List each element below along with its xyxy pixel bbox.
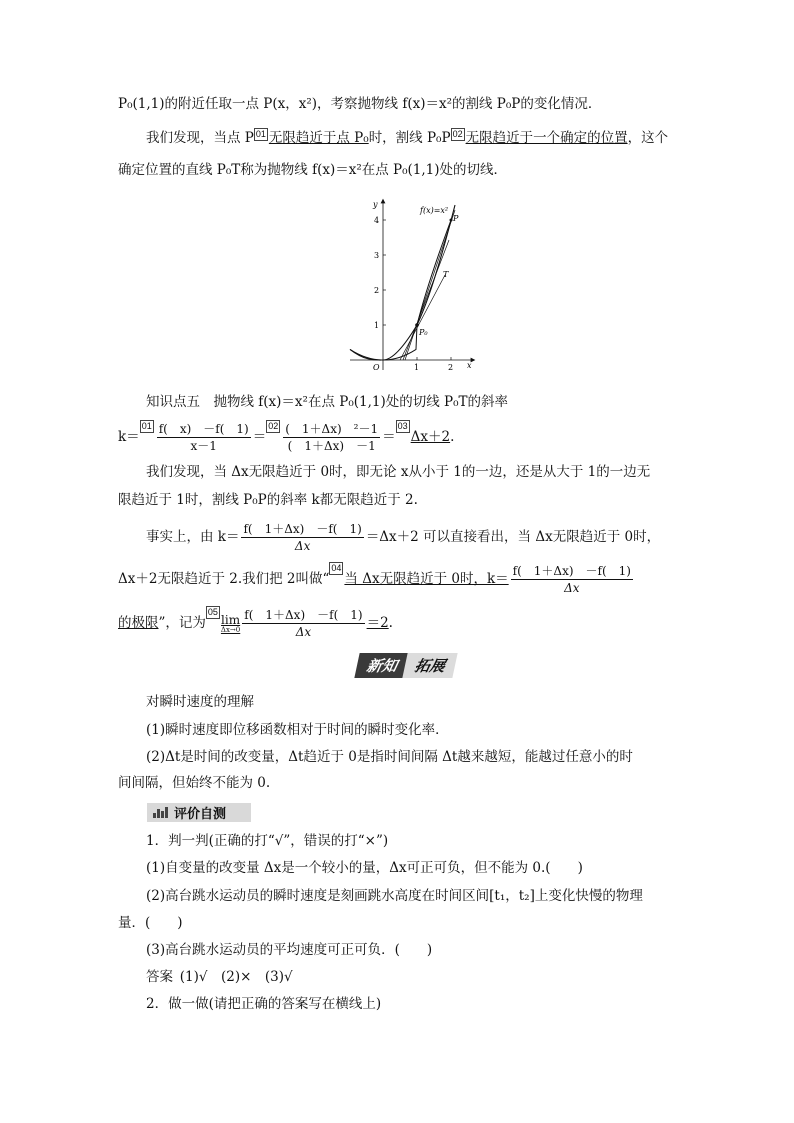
- blank-box-04: 04: [331, 563, 342, 573]
- quiz-answer: [146, 967, 293, 987]
- lim-fraction-den: Δx: [295, 625, 312, 639]
- k-fraction-2: [283, 421, 380, 454]
- y-tick-1: 1: [374, 321, 380, 330]
- k-eq-2: ＝: [382, 429, 396, 445]
- quiz-q1b-cont: 量．( ): [118, 915, 183, 931]
- limit-fraction-num: f( 1＋Δx) －f( 1): [512, 564, 631, 578]
- secant-line-1: [405, 210, 455, 360]
- lim-symbol: [221, 614, 240, 634]
- intro-line-1: P₀(1,1)的附近任取一点 P(x，x²)，考察抛物线 f(x)＝x²的割线 P₀P的变化情况．: [118, 96, 602, 112]
- expand-point-2: (2)Δt是时间的改变量，Δt趋近于 0是指时间间隔 Δt越来越短，能越过任意小的时: [146, 749, 633, 765]
- blank-box-05: 05: [207, 607, 218, 617]
- quiz-q2: 2．做一做(请把正确的答案写在横线上): [146, 996, 382, 1012]
- lim-fraction: [242, 607, 364, 640]
- intro-line-2-mid: 时，割线 P₀P: [368, 130, 451, 146]
- k-fraction-1-den: x－1: [190, 439, 217, 453]
- k-prefix: k＝: [118, 429, 140, 445]
- blank-box-03b: 02: [268, 421, 279, 431]
- k-eq-1: ＝: [252, 429, 267, 445]
- x-tick-1: 1: [414, 363, 420, 372]
- limit-line: [118, 562, 635, 596]
- parabola-figure: [345, 195, 480, 375]
- expand-title: 对瞬时速度的理解: [146, 694, 254, 710]
- slope-formula: [118, 420, 454, 454]
- new-knowledge-banner: [357, 652, 455, 678]
- intro-line-2-start: 我们发现，当点 P: [146, 130, 254, 146]
- k-fraction-1: [157, 421, 251, 454]
- expand-point-1: (1)瞬时速度即位移函数相对于时间的瞬时变化率．: [146, 722, 449, 738]
- bar-chart-icon: [153, 807, 168, 818]
- discover-line-2: 限趋近于 1时，割线 P₀P的斜率 k都无限趋近于 2.: [118, 492, 418, 508]
- self-test-label: 评价自测: [174, 807, 227, 822]
- origin-label: O: [373, 363, 380, 372]
- quiz-q1: 1．判一判(正确的打“√”，错误的打“×”): [146, 833, 389, 849]
- blank-answer-01: 无限趋近于点 P₀: [268, 130, 369, 146]
- lim-fraction-num: f( 1＋Δx) －f( 1): [244, 608, 363, 622]
- lim-subscript: Δx→0: [220, 625, 241, 634]
- intro-line-2-end: ，这个: [627, 130, 669, 146]
- self-test-badge: [147, 803, 251, 822]
- parabola-curve: [350, 220, 451, 360]
- y-axis-label: y: [373, 200, 378, 209]
- func-label: f(x)=x²: [420, 206, 449, 215]
- blank-box-01: 01: [255, 129, 266, 139]
- intro-line-2: [146, 128, 668, 148]
- y-tick-4: 4: [374, 216, 380, 225]
- blank-answer-04: 当 Δx无限趋近于 0时，k＝: [344, 571, 509, 587]
- lim-dot: .: [388, 615, 393, 631]
- answer-label: 答案: [146, 969, 173, 985]
- y-tick-3: 3: [374, 251, 380, 260]
- y-tick-2: 2: [374, 286, 380, 295]
- fact-fraction: [241, 521, 363, 554]
- limit-of-text: 的极限: [118, 615, 159, 631]
- banner-light-label: 拓展: [402, 653, 457, 678]
- p-label: P: [453, 214, 459, 223]
- blank-box-03a: 01: [141, 421, 152, 431]
- lim-result: ＝2: [366, 615, 389, 631]
- limit-notation-line: [118, 606, 393, 640]
- expand-point-2-cont: 间间隔，但始终不能为 0.: [118, 775, 271, 791]
- fact-line-end: ＝Δx＋2 可以直接看出，当 Δx无限趋近于 0时，: [365, 529, 661, 545]
- fact-fraction-num: f( 1＋Δx) －f( 1): [243, 522, 362, 536]
- t-label: T: [443, 270, 449, 279]
- k-result: Δx＋2: [410, 429, 451, 445]
- limit-line-start: Δx＋2无限趋近于 2.我们把 2叫做“: [118, 571, 330, 587]
- lim-word: lim: [221, 612, 241, 627]
- k-fraction-2-den: ( 1＋Δx) －1: [287, 439, 376, 453]
- intro-line-3: 确定位置的直线 P₀T称为抛物线 f(x)＝x²在点 P₀(1,1)处的切线．: [118, 162, 508, 178]
- k-fraction-2-num: ( 1＋Δx) ²－1: [285, 422, 379, 436]
- knowledge-point-title: 知识点五 抛物线 f(x)＝x²在点 P₀(1,1)处的切线 P₀T的斜率: [146, 394, 509, 410]
- quiz-q1b: (2)高台跳水运动员的瞬时速度是刻画跳水高度在时间区间[t₁，t₂]上变化快慢的物理: [146, 888, 643, 904]
- blank-box-02: 02: [452, 129, 463, 139]
- x-axis-label: x: [467, 361, 472, 370]
- fact-fraction-den: Δx: [294, 539, 311, 553]
- blank-answer-02: 无限趋近于一个确定的位置: [465, 130, 628, 146]
- fact-line: [146, 520, 660, 554]
- quiz-q1a: (1)自变量的改变量 Δx是一个较小的量，Δx可正可负，但不能为 0.( ): [146, 860, 583, 876]
- point-p0: [415, 323, 419, 327]
- blank-box-03c: 03: [397, 421, 408, 431]
- tangent-line: [400, 275, 445, 360]
- limit-fraction: [511, 563, 633, 596]
- fact-line-start: 事实上，由 k＝: [146, 529, 240, 545]
- discover-line-1: 我们发现，当 Δx无限趋近于 0时，即无论 x从小于 1的一边，还是从大于 1的一边无: [146, 464, 651, 480]
- k-dot: .: [450, 429, 455, 445]
- quiz-q1c: (3)高台跳水运动员的平均速度可正可负．( ): [146, 942, 433, 958]
- limit-fraction-den: Δx: [564, 581, 580, 595]
- p0-label: P₀: [419, 328, 428, 337]
- answer-value: (1)√ (2)× (3)√: [179, 969, 293, 985]
- banner-dark-label: 新知: [354, 653, 409, 678]
- x-tick-2: 2: [448, 363, 454, 372]
- k-fraction-1-num: f( x) －f( 1): [158, 422, 249, 436]
- limit-notation-mid: ”，记为: [158, 615, 206, 631]
